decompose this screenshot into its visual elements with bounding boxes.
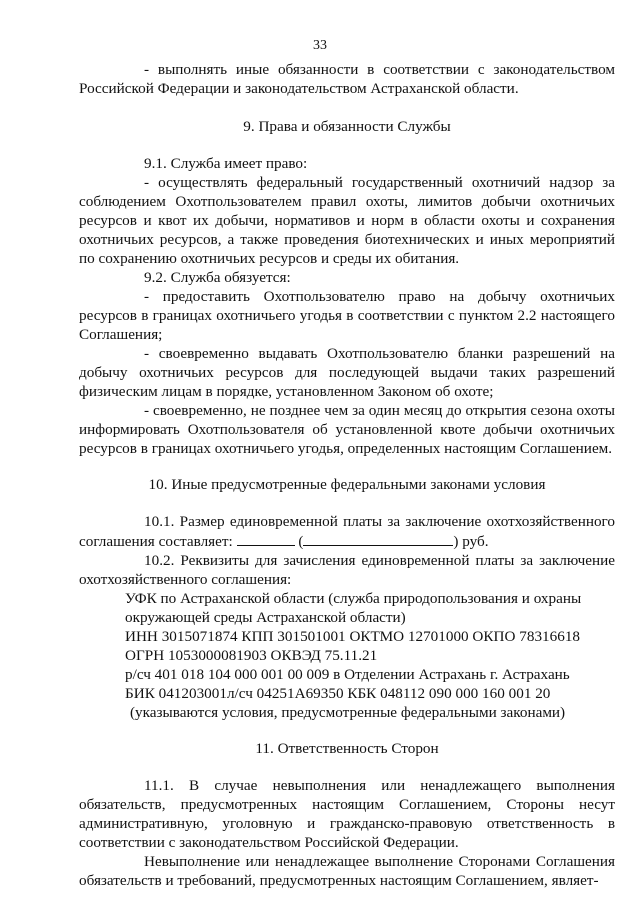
section-10-heading: 10. Иные предусмотренные федеральными законами условия [148, 476, 546, 493]
paragraph-9-2-a: - предоставить Охотпользователю право на добычу охотничьих ресурсов в границах охотничьего угодья в соответствии с пунктом 2.2 настоящего Соглашения; [79, 288, 615, 343]
paragraph-10-1-open-paren: ( [298, 533, 304, 550]
paragraph-9-2-c: - своевременно, не позднее чем за один месяц до открытия сезона охоты информировать Охотпользователя об установленной квоте добычи охотничьих ресурсов в границах охотничьего угодья, определенных настоящим Соглашением. [79, 402, 615, 457]
paragraph-9-1: 9.1. Служба имеет право: [144, 155, 308, 172]
section-11-heading: 11. Ответственность Сторон [255, 740, 439, 757]
paragraph-10-1 [79, 512, 615, 551]
paragraph-10-1-close: ) руб. [453, 533, 489, 550]
paragraph-9-2-b: - своевременно выдавать Охотпользователю бланки разрешений на добычу охотничьих ресурсов для последующей выдачи таких разрешений физическим лицам в порядке, установленном Законом об охоте; [79, 345, 615, 400]
page-number: 33 [313, 38, 327, 53]
paragraph-11-1: 11.1. В случае невыполнения или ненадлежащего выполнения обязательств, предусмотренных настоящим Соглашением, Стороны несут административную, уголовную и гражданско-правовую ответственность в соответствии с законодательством Российской Федерации. [79, 777, 615, 851]
section-9-heading: 9. Права и обязанности Службы [243, 118, 451, 135]
intro-paragraph: - выполнять иные обязанности в соответствии с законодательством Российской Федерации и законодательством Астраханской области. [79, 61, 615, 97]
paragraph-10-1-text: 10.1. Размер единовременной платы за заключение охотхозяйственного соглашения составляет: [79, 513, 615, 550]
paragraph-9-1-a: - осуществлять федеральный государственный охотничий надзор за соблюдением Охотпользователем правил охоты, лимитов добычи охотничьих ресурсов и квот их добычи, нормативов и норм в области охоты и сохранения охотничьих ресурсов, а также проведения биотехнических и иных мероприятий по сохранению охотничьих ресурсов и среды их обитания. [79, 174, 615, 267]
amount-blank [237, 531, 295, 546]
inn-line: ИНН 3015071874 КПП 301501001 ОКТМО 12701000 ОКПО 78316618 [125, 628, 581, 645]
paragraph-10-2: 10.2. Реквизиты для зачисления единовременной платы за заключение охотхозяйственного соглашения: [79, 552, 615, 588]
paragraph-11-2: Невыполнение или ненадлежащее выполнение Сторонами Соглашения обязательств и требований, предусмотренных настоящим Соглашением, являет- [79, 853, 615, 889]
document-body [79, 60, 615, 890]
account-line: р/сч 401 018 104 000 001 00 009 в Отделении Астрахань г. Астрахань [125, 666, 570, 683]
ufk-line: УФК по Астраханской области (служба природопользования и охраны окружающей среды Астраханской области) [125, 590, 582, 626]
bik-line: БИК 041203001л/сч 04251А69350 КБК 048112 090 000 160 001 20 [125, 685, 551, 702]
ogrn-line: ОГРН 1053000081903 ОКВЭД 75.11.21 [125, 647, 378, 664]
conditions-note: (указываются условия, предусмотренные федеральными законами) [130, 704, 566, 721]
amount-words-blank [303, 531, 453, 546]
paragraph-9-2: 9.2. Служба обязуется: [144, 269, 291, 286]
bank-details [79, 589, 615, 722]
